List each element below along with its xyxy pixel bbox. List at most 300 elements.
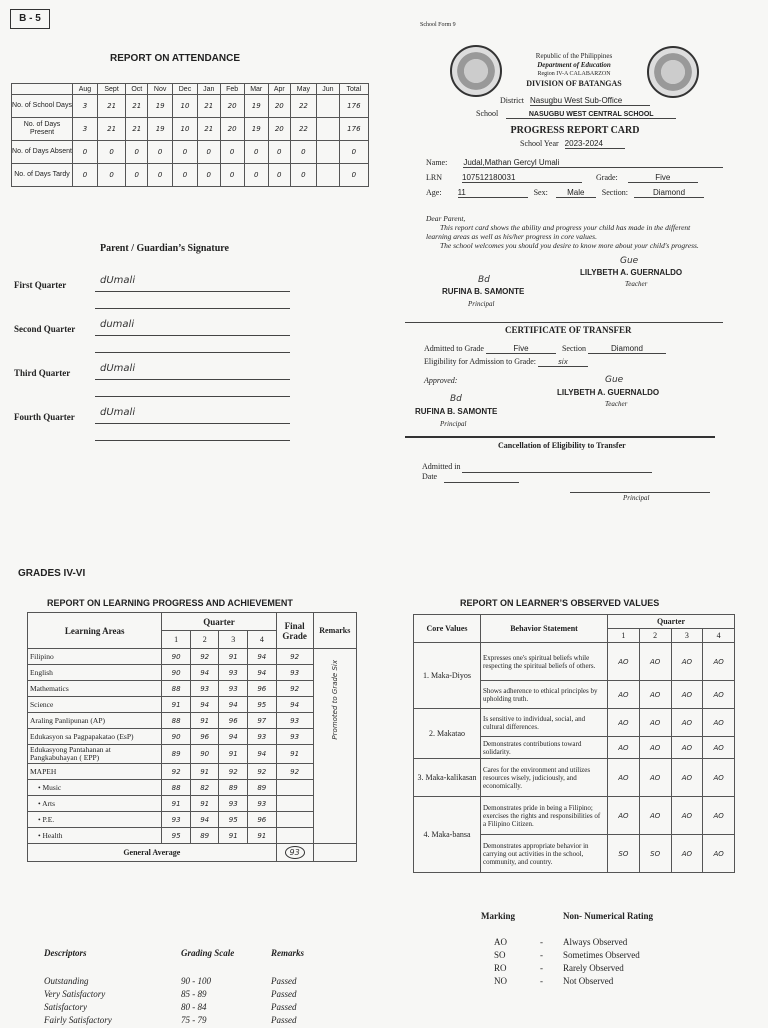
- school-value: NASUGBU WEST CENTRAL SCHOOL: [506, 111, 676, 119]
- cert-teacher-role: Teacher: [605, 400, 628, 408]
- attendance-cell: 20: [268, 118, 290, 141]
- attendance-cell: 0: [244, 141, 268, 164]
- admitted-in-label: Admitted in: [422, 462, 461, 471]
- quarter-grade: 94: [190, 812, 219, 828]
- quarter-grade: 90: [162, 649, 191, 665]
- quarter-label: Fourth Quarter: [14, 412, 75, 422]
- marking-code: RO: [494, 963, 507, 973]
- attendance-cell: 0: [126, 141, 148, 164]
- quarter-grade: 89: [190, 828, 219, 844]
- school-year-value: 2023-2024: [565, 139, 625, 149]
- quarter-grade: 94: [219, 729, 248, 745]
- grades-title: REPORT ON LEARNING PROGRESS AND ACHIEVEMENT: [47, 598, 293, 608]
- quarter-number: 3: [219, 631, 248, 649]
- descriptor-row: [44, 1015, 344, 1028]
- admitted-grade: Five: [486, 344, 556, 354]
- attendance-row: [12, 118, 369, 141]
- quarter-grade: 89: [219, 780, 248, 796]
- general-average-label: General Average: [28, 844, 277, 862]
- student-name: Judal,Mathan Gercyl Umali: [463, 158, 723, 168]
- final-grade: 91: [276, 745, 313, 764]
- admitted-label: Admitted to Grade: [424, 344, 484, 353]
- descriptor-name: Fairly Satisfactory: [44, 1015, 112, 1025]
- value-rating: AO: [671, 835, 703, 873]
- age-label: Age:: [426, 188, 442, 197]
- lrn-value: 107512180031: [462, 173, 582, 183]
- core-value: 2. Makatao: [414, 709, 481, 759]
- grade-row: [28, 729, 357, 745]
- attendance-cell: 3: [73, 118, 98, 141]
- month-header: Dec: [173, 84, 198, 95]
- core-value: 1. Maka-Diyos: [414, 643, 481, 709]
- cancellation-title: Cancellation of Eligibility to Transfer: [498, 441, 626, 450]
- attendance-cell: 176: [339, 118, 368, 141]
- quarter-label: First Quarter: [14, 280, 67, 290]
- core-values-header: Core Values: [414, 615, 481, 643]
- grading-scale: 75 - 79: [181, 1015, 207, 1025]
- attendance-cell: 19: [244, 118, 268, 141]
- marking-dash: -: [540, 963, 543, 973]
- grades-table: [27, 612, 357, 862]
- month-header: May: [290, 84, 316, 95]
- quarter-grade: 92: [248, 764, 277, 780]
- attendance-cell: 0: [97, 141, 125, 164]
- grade-row: [28, 828, 357, 844]
- attendance-cell: 0: [148, 164, 173, 187]
- school-year-label: School Year: [520, 139, 559, 148]
- descriptors-header: Descriptors: [44, 948, 87, 958]
- value-rating: AO: [639, 709, 671, 737]
- values-title: REPORT ON LEARNER’S OBSERVED VALUES: [460, 598, 660, 608]
- cert-teacher-name: LILYBETH A. GUERNALDO: [557, 388, 660, 397]
- attendance-cell: 19: [148, 95, 173, 118]
- quarter-number: 1: [162, 631, 191, 649]
- attendance-cell: 19: [244, 95, 268, 118]
- letter-body-1: This report card shows the ability and progress your child has made in the different learning areas as well as his/her progress in core values.: [426, 223, 691, 241]
- parent-sig-title: Parent / Guardian’s Signature: [100, 243, 229, 254]
- behavior-statement: Demonstrates pride in being a Filipino; exercises the rights and responsibilities of a Filipino Citizen.: [481, 797, 608, 835]
- quarter-grade: 95: [219, 812, 248, 828]
- quarter-grade: 93: [219, 796, 248, 812]
- behavior-statement: Shows adherence to ethical principles by upholding truth.: [481, 681, 608, 709]
- attendance-cell: 10: [173, 95, 198, 118]
- approved-label: Approved:: [424, 376, 458, 385]
- descriptor-row: [44, 1002, 344, 1015]
- lrn-label: LRN: [426, 173, 442, 182]
- final-grade: 93: [276, 665, 313, 681]
- descriptor-remark: Passed: [271, 1002, 297, 1012]
- month-header: Jun: [317, 84, 340, 95]
- descriptor-remark: Passed: [271, 976, 297, 986]
- marking-header: Marking: [481, 911, 516, 921]
- grade-row: [28, 745, 357, 764]
- grading-scale: 85 - 89: [181, 989, 207, 999]
- quarter-grade: 96: [248, 812, 277, 828]
- descriptor-name: Satisfactory: [44, 1002, 87, 1012]
- value-rating: AO: [703, 835, 735, 873]
- page-tag: B - 5: [10, 9, 50, 29]
- promotion-remark: [313, 649, 356, 844]
- quarter-grade: 94: [190, 697, 219, 713]
- parent-signature: dUmali: [100, 275, 136, 286]
- quarter-grade: 88: [162, 681, 191, 697]
- attendance-cell: 0: [73, 164, 98, 187]
- attendance-cell: 0: [73, 141, 98, 164]
- letter-greeting: Dear Parent,: [426, 214, 466, 223]
- value-rating: AO: [671, 681, 703, 709]
- section-value: Diamond: [634, 188, 704, 198]
- learning-area: • Music: [28, 780, 162, 796]
- attendance-cell: 0: [173, 141, 198, 164]
- quarter-grade: 94: [219, 697, 248, 713]
- learning-area: Filipino: [28, 649, 162, 665]
- attendance-row-label: No. of Days Present: [12, 118, 73, 141]
- attendance-row: [12, 164, 369, 187]
- core-value: 3. Maka-kalikasan: [414, 759, 481, 797]
- attendance-cell: 20: [268, 95, 290, 118]
- quarter-grade: 96: [190, 729, 219, 745]
- grade-row: [28, 697, 357, 713]
- grade-row: [28, 780, 357, 796]
- behavior-statement: Is sensitive to individual, social, and cultural differences.: [481, 709, 608, 737]
- final-grade: 94: [276, 697, 313, 713]
- quarter-grade: 82: [190, 780, 219, 796]
- attendance-row-label: No. of Days Absent: [12, 141, 73, 164]
- report-card-title: PROGRESS REPORT CARD: [510, 125, 640, 136]
- value-rating: AO: [608, 759, 640, 797]
- eligibility-value: six: [538, 358, 588, 367]
- attendance-cell: 0: [148, 141, 173, 164]
- final-grade: 92: [276, 764, 313, 780]
- values-row: [414, 709, 735, 737]
- letter-body-2: The school welcomes you should you desire to know more about your child's progress.: [440, 241, 699, 250]
- value-rating: AO: [703, 709, 735, 737]
- descriptor-name: Very Satisfactory: [44, 989, 106, 999]
- behavior-statement: Expresses one's spiritual beliefs while respecting the spiritual beliefs of others.: [481, 643, 608, 681]
- quarter-header: Quarter: [162, 613, 276, 631]
- attendance-row: [12, 141, 369, 164]
- value-rating: AO: [671, 737, 703, 759]
- value-rating: AO: [608, 737, 640, 759]
- marking-rating: Always Observed: [563, 937, 628, 947]
- form-label: School Form 9: [420, 22, 456, 28]
- final-grade: [276, 828, 313, 844]
- grade-label: Grade:: [596, 173, 618, 182]
- attendance-cell: [317, 141, 340, 164]
- value-rating: SO: [639, 835, 671, 873]
- attendance-cell: 21: [97, 118, 125, 141]
- value-rating: AO: [608, 709, 640, 737]
- descriptor-row: [44, 976, 344, 989]
- quarter-grade: 91: [190, 796, 219, 812]
- teacher-name: LILYBETH A. GUERNALDO: [580, 268, 683, 277]
- values-quarter-number: 2: [639, 629, 671, 643]
- marking-dash: -: [540, 937, 543, 947]
- remarks-header: Remarks: [313, 613, 356, 649]
- district-label: District: [500, 96, 524, 105]
- marking-code: SO: [494, 950, 506, 960]
- month-header: Total: [339, 84, 368, 95]
- value-rating: AO: [608, 643, 640, 681]
- parent-signature: dUmali: [100, 363, 136, 374]
- attendance-cell: 21: [126, 118, 148, 141]
- marking-rating: Rarely Observed: [563, 963, 624, 973]
- attendance-row-label: No. of School Days: [12, 95, 73, 118]
- sex-value: Male: [556, 188, 596, 198]
- attendance-cell: 19: [148, 118, 173, 141]
- value-rating: AO: [671, 759, 703, 797]
- quarter-grade: 90: [190, 745, 219, 764]
- final-grade: 93: [276, 729, 313, 745]
- value-rating: AO: [639, 681, 671, 709]
- attendance-cell: 20: [220, 118, 244, 141]
- principal-role: Principal: [468, 300, 495, 308]
- marking-dash: -: [540, 976, 543, 986]
- grading-scale: 90 - 100: [181, 976, 211, 986]
- quarter-label: Second Quarter: [14, 324, 76, 334]
- quarter-grade: 93: [248, 729, 277, 745]
- quarter-grade: 91: [219, 745, 248, 764]
- learning-area: • Health: [28, 828, 162, 844]
- final-grade: [276, 812, 313, 828]
- attendance-cell: 0: [244, 164, 268, 187]
- descriptor-name: Outstanding: [44, 976, 89, 986]
- grade-row: [28, 681, 357, 697]
- month-header: Mar: [244, 84, 268, 95]
- month-header: Sept: [97, 84, 125, 95]
- value-rating: AO: [671, 643, 703, 681]
- attendance-cell: 0: [339, 164, 368, 187]
- value-rating: AO: [703, 759, 735, 797]
- values-quarter-number: 1: [608, 629, 640, 643]
- quarter-grade: 94: [248, 665, 277, 681]
- descriptor-remark: Passed: [271, 989, 297, 999]
- quarter-grade: 93: [190, 681, 219, 697]
- cert-section-value: Diamond: [588, 344, 666, 354]
- eligibility-label: Eligibility for Admission to Grade:: [424, 357, 536, 366]
- final-grade: 93: [276, 713, 313, 729]
- core-value: 4. Maka-bansa: [414, 797, 481, 873]
- general-average-cell: [276, 844, 313, 862]
- final-grade: 92: [276, 681, 313, 697]
- quarter-grade: 94: [248, 745, 277, 764]
- attendance-cell: 20: [220, 95, 244, 118]
- quarter-grade: 89: [162, 745, 191, 764]
- behavior-statement: Demonstrates contributions toward solidarity.: [481, 737, 608, 759]
- attendance-cell: 21: [197, 118, 220, 141]
- values-quarter-header: Quarter: [608, 615, 735, 629]
- value-rating: AO: [639, 737, 671, 759]
- attendance-cell: [317, 164, 340, 187]
- quarter-grade: 93: [162, 812, 191, 828]
- grading-scale: 80 - 84: [181, 1002, 207, 1012]
- attendance-cell: 10: [173, 118, 198, 141]
- cert-principal-signature: Bd: [450, 394, 462, 404]
- learning-area: • Arts: [28, 796, 162, 812]
- quarter-grade: 93: [248, 796, 277, 812]
- cert-teacher-signature: Gue: [605, 375, 624, 385]
- values-table: [413, 614, 735, 873]
- grade-value: Five: [628, 173, 698, 183]
- attendance-cell: 21: [197, 95, 220, 118]
- values-row: [414, 643, 735, 681]
- values-quarter-number: 3: [671, 629, 703, 643]
- promotion-remark-text: Promoted to Grade Six: [330, 660, 339, 740]
- marking-code: NO: [494, 976, 507, 986]
- quarter-grade: 94: [190, 665, 219, 681]
- grade-row: [28, 812, 357, 828]
- value-rating: AO: [639, 643, 671, 681]
- quarter-grade: 91: [162, 796, 191, 812]
- quarter-grade: 92: [162, 764, 191, 780]
- quarter-grade: 91: [162, 697, 191, 713]
- month-header: Nov: [148, 84, 173, 95]
- learning-area: Araling Panlipunan (AP): [28, 713, 162, 729]
- month-header: Aug: [73, 84, 98, 95]
- general-average-value: 93: [285, 846, 305, 859]
- date-label: Date: [422, 472, 438, 481]
- teacher-role: Teacher: [625, 280, 648, 288]
- attendance-cell: 0: [290, 164, 316, 187]
- quarter-grade: 91: [219, 828, 248, 844]
- learning-area: MAPEH: [28, 764, 162, 780]
- quarter-grade: 92: [190, 649, 219, 665]
- learning-area: Mathematics: [28, 681, 162, 697]
- certificate-title: CERTIFICATE OF TRANSFER: [505, 325, 632, 335]
- deped-seal-icon: [450, 45, 502, 97]
- month-header: Apr: [268, 84, 290, 95]
- value-rating: AO: [703, 797, 735, 835]
- attendance-cell: 0: [220, 164, 244, 187]
- final-grade: [276, 796, 313, 812]
- quarter-grade: 88: [162, 780, 191, 796]
- age-value: 11: [458, 188, 528, 198]
- marking-rating: Not Observed: [563, 976, 614, 986]
- value-rating: AO: [703, 737, 735, 759]
- learning-area: Edukasyong Pantahanan at Pangkabuhayan ( EPP): [28, 745, 162, 764]
- grade-row: [28, 649, 357, 665]
- final-grade: 92: [276, 649, 313, 665]
- quarter-number: 2: [190, 631, 219, 649]
- attendance-cell: 176: [339, 95, 368, 118]
- month-header: Jan: [197, 84, 220, 95]
- attendance-corner: [12, 84, 73, 95]
- parent-signature: dumali: [100, 319, 135, 330]
- attendance-cell: 0: [197, 164, 220, 187]
- quarter-grade: 94: [248, 649, 277, 665]
- attendance-cell: 0: [339, 141, 368, 164]
- quarter-grade: 89: [248, 780, 277, 796]
- descriptor-remark: Passed: [271, 1015, 297, 1025]
- behavior-statement: Cares for the environment and utilizes resources wisely, judiciously, and economically.: [481, 759, 608, 797]
- department-text: Department of Education: [537, 61, 611, 69]
- republic-text: Republic of the Philippines: [535, 52, 613, 60]
- quarter-grade: 96: [248, 681, 277, 697]
- parent-signature: dUmali: [100, 407, 136, 418]
- value-rating: AO: [703, 643, 735, 681]
- region-text: Region IV-A CALABARZON: [537, 71, 611, 77]
- marking-dash: -: [540, 950, 543, 960]
- cert-principal-name: RUFINA B. SAMONTE: [415, 407, 498, 416]
- learning-area: Science: [28, 697, 162, 713]
- attendance-cell: 0: [268, 164, 290, 187]
- value-rating: AO: [639, 797, 671, 835]
- quarter-grade: 88: [162, 713, 191, 729]
- value-rating: AO: [671, 797, 703, 835]
- quarter-grade: 91: [219, 649, 248, 665]
- value-rating: AO: [703, 681, 735, 709]
- values-row: [414, 797, 735, 835]
- grading-scale-header: Grading Scale: [181, 948, 235, 958]
- grade-row: [28, 764, 357, 780]
- value-rating: AO: [608, 797, 640, 835]
- descriptor-row: [44, 989, 344, 1002]
- attendance-cell: 0: [173, 164, 198, 187]
- district-value: Nasugbu West Sub-Office: [530, 96, 650, 106]
- quarter-grade: 91: [190, 764, 219, 780]
- learning-area: • P.E.: [28, 812, 162, 828]
- grades-section-title: GRADES IV-VI: [18, 568, 86, 579]
- month-header: Oct: [126, 84, 148, 95]
- values-row: [414, 759, 735, 797]
- cert-section-label: Section: [561, 344, 586, 353]
- quarter-grade: 97: [248, 713, 277, 729]
- value-rating: AO: [608, 681, 640, 709]
- attendance-cell: [317, 118, 340, 141]
- learning-areas-header: Learning Areas: [28, 613, 162, 649]
- quarter-number: 4: [248, 631, 277, 649]
- attendance-cell: [317, 95, 340, 118]
- attendance-cell: 22: [290, 118, 316, 141]
- attendance-cell: 0: [220, 141, 244, 164]
- quarter-grade: 93: [219, 665, 248, 681]
- attendance-cell: 3: [73, 95, 98, 118]
- marking-rating: Sometimes Observed: [563, 950, 640, 960]
- general-average-remark: [313, 844, 356, 862]
- division-text: DIVISION OF BATANGAS: [526, 79, 622, 88]
- division-seal-icon: [647, 46, 699, 98]
- final-grade: [276, 780, 313, 796]
- learning-area: Edukasyon sa Pagpapakatao (EsP): [28, 729, 162, 745]
- attendance-cell: 22: [290, 95, 316, 118]
- attendance-cell: 0: [290, 141, 316, 164]
- quarter-grade: 91: [190, 713, 219, 729]
- quarter-grade: 95: [162, 828, 191, 844]
- final-grade-header: Final Grade: [276, 613, 313, 649]
- month-header: Feb: [220, 84, 244, 95]
- attendance-table: [11, 83, 369, 187]
- behavior-statement: Demonstrates appropriate behavior in carrying out activities in the school, community, and country.: [481, 835, 608, 873]
- attendance-cell: 21: [97, 95, 125, 118]
- rating-header: Non- Numerical Rating: [563, 911, 653, 921]
- cancel-principal-role: Principal: [623, 494, 650, 502]
- attendance-cell: 0: [126, 164, 148, 187]
- grade-row: [28, 665, 357, 681]
- principal-signature: Bd: [478, 275, 490, 285]
- value-rating: AO: [639, 759, 671, 797]
- attendance-cell: 21: [126, 95, 148, 118]
- learning-area: English: [28, 665, 162, 681]
- name-label: Name:: [426, 158, 448, 167]
- quarter-label: Third Quarter: [14, 368, 71, 378]
- quarter-grade: 90: [162, 665, 191, 681]
- quarter-grade: 90: [162, 729, 191, 745]
- cert-principal-role: Principal: [440, 420, 467, 428]
- grade-row: [28, 796, 357, 812]
- behavior-header: Behavior Statement: [481, 615, 608, 643]
- marking-code: AO: [494, 937, 507, 947]
- value-rating: SO: [608, 835, 640, 873]
